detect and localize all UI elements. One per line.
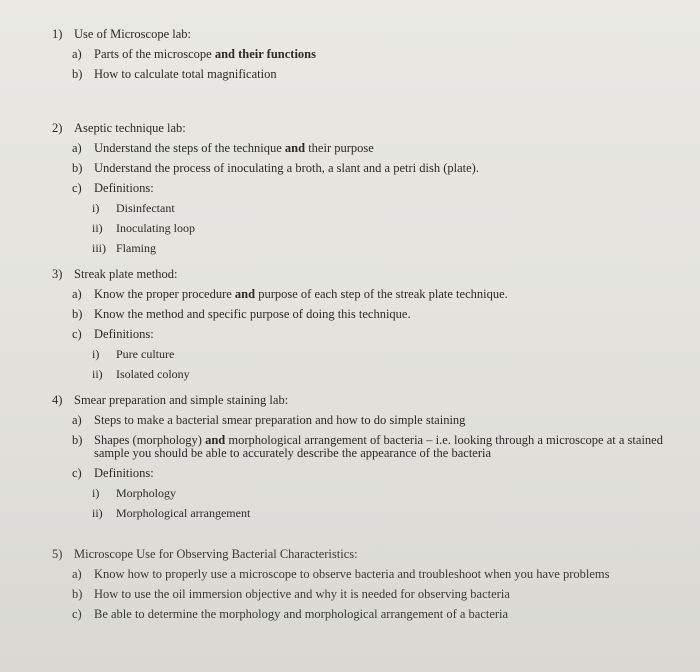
item-number: a): [72, 47, 82, 61]
sub-item-number: ii): [92, 221, 103, 235]
sub-item-text: Pure culture: [116, 347, 175, 361]
list-item: [52, 138, 682, 158]
section-number: 4): [52, 393, 63, 407]
list-item: [52, 410, 682, 430]
sub-item-number: iii): [92, 241, 106, 255]
item-text: Understand the steps of the technique: [94, 141, 285, 155]
section-title: Smear preparation and simple staining lab:: [74, 393, 289, 407]
item-number: b): [72, 161, 83, 175]
item-text: Steps to make a bacterial smear preparation and how to do simple staining: [94, 413, 466, 427]
section-heading: [52, 544, 682, 564]
item-text: Definitions:: [94, 327, 154, 341]
item-text: Definitions:: [94, 466, 154, 480]
list-item: [52, 604, 682, 624]
section-3: [52, 264, 682, 384]
section-title: Aseptic technique lab:: [74, 121, 186, 135]
sub-item-number: ii): [92, 506, 103, 520]
section-heading: [52, 390, 682, 410]
sub-item-number: ii): [92, 367, 103, 381]
section-heading: [52, 264, 682, 284]
list-item: [52, 324, 682, 344]
item-text: Definitions:: [94, 181, 154, 195]
item-text: Know the method and specific purpose of doing this technique.: [94, 307, 411, 321]
item-text-after: morphological arrangement of bacteria – i.e. looking through a microscope at a stained sample you should be able to accurately describe the appearance of the bacteria: [94, 433, 663, 460]
item-number: a): [72, 141, 82, 155]
item-text: Be able to determine the morphology and morphological arrangement of a bacteria: [94, 607, 509, 621]
sub-list-item: [52, 198, 682, 218]
item-number: a): [72, 287, 82, 301]
list-item: [52, 284, 682, 304]
section-title: Microscope Use for Observing Bacterial Characteristics:: [74, 547, 358, 561]
section-heading: [52, 24, 682, 44]
item-number: a): [72, 413, 82, 427]
item-bold-text: and: [205, 433, 226, 447]
list-item: [52, 64, 682, 84]
sub-list-item: [52, 364, 682, 384]
sub-list-item: [52, 218, 682, 238]
item-number: b): [72, 307, 83, 321]
section-number: 3): [52, 267, 63, 281]
section-title: Streak plate method:: [74, 267, 178, 281]
item-bold-text: and their functions: [214, 47, 316, 61]
item-text: Know the proper procedure: [94, 287, 235, 301]
sub-list-item: [52, 483, 682, 503]
list-item: [52, 304, 682, 324]
item-text: How to calculate total magnification: [94, 67, 277, 81]
item-text-after: their purpose: [305, 141, 374, 155]
item-number: b): [72, 587, 83, 601]
section-4: [52, 390, 682, 523]
list-item: [52, 564, 682, 584]
sub-item-number: i): [92, 201, 100, 215]
item-bold-text: and: [234, 287, 256, 301]
section-2: [52, 118, 682, 258]
sub-item-text: Morphology: [116, 486, 176, 500]
sub-item-text: Isolated colony: [116, 367, 190, 381]
list-item: [52, 158, 682, 178]
item-number: c): [72, 466, 82, 480]
item-text-wrapper: [94, 434, 682, 460]
section-1: [52, 24, 682, 84]
section-title: Use of Microscope lab:: [74, 27, 191, 41]
item-bold-text: and: [284, 141, 306, 155]
list-item: [52, 584, 682, 604]
section-number: 2): [52, 121, 63, 135]
sub-list-item: [52, 503, 682, 523]
list-item: [52, 430, 682, 463]
sub-item-number: i): [92, 347, 100, 361]
item-number: c): [72, 181, 82, 195]
item-number: b): [72, 433, 83, 447]
list-item: [52, 463, 682, 483]
item-number: c): [72, 327, 82, 341]
item-text: Understand the process of inoculating a broth, a slant and a petri dish (plate).: [94, 161, 479, 175]
section-number: 1): [52, 27, 63, 41]
section-number: 5): [52, 547, 63, 561]
sub-list-item: [52, 344, 682, 364]
sub-list-item: [52, 238, 682, 258]
item-number: c): [72, 607, 82, 621]
item-text: Parts of the microscope: [94, 47, 215, 61]
sub-item-text: Inoculating loop: [116, 221, 195, 235]
item-number: a): [72, 567, 82, 581]
list-item: [52, 178, 682, 198]
list-item: [52, 44, 682, 64]
sub-item-number: i): [92, 486, 100, 500]
item-text: How to use the oil immersion objective and why it is needed for observing bacteria: [94, 587, 510, 601]
section-heading: [52, 118, 682, 138]
sub-item-text: Morphological arrangement: [116, 506, 251, 520]
item-number: b): [72, 67, 83, 81]
sub-item-text: Disinfectant: [116, 201, 175, 215]
sub-item-text: Flaming: [116, 241, 157, 255]
item-text: Shapes (morphology): [94, 433, 206, 447]
item-text-after: purpose of each step of the streak plate technique.: [255, 287, 508, 301]
item-text: Know how to properly use a microscope to observe bacteria and troubleshoot when you have problems: [94, 567, 610, 581]
section-5: [52, 544, 682, 624]
